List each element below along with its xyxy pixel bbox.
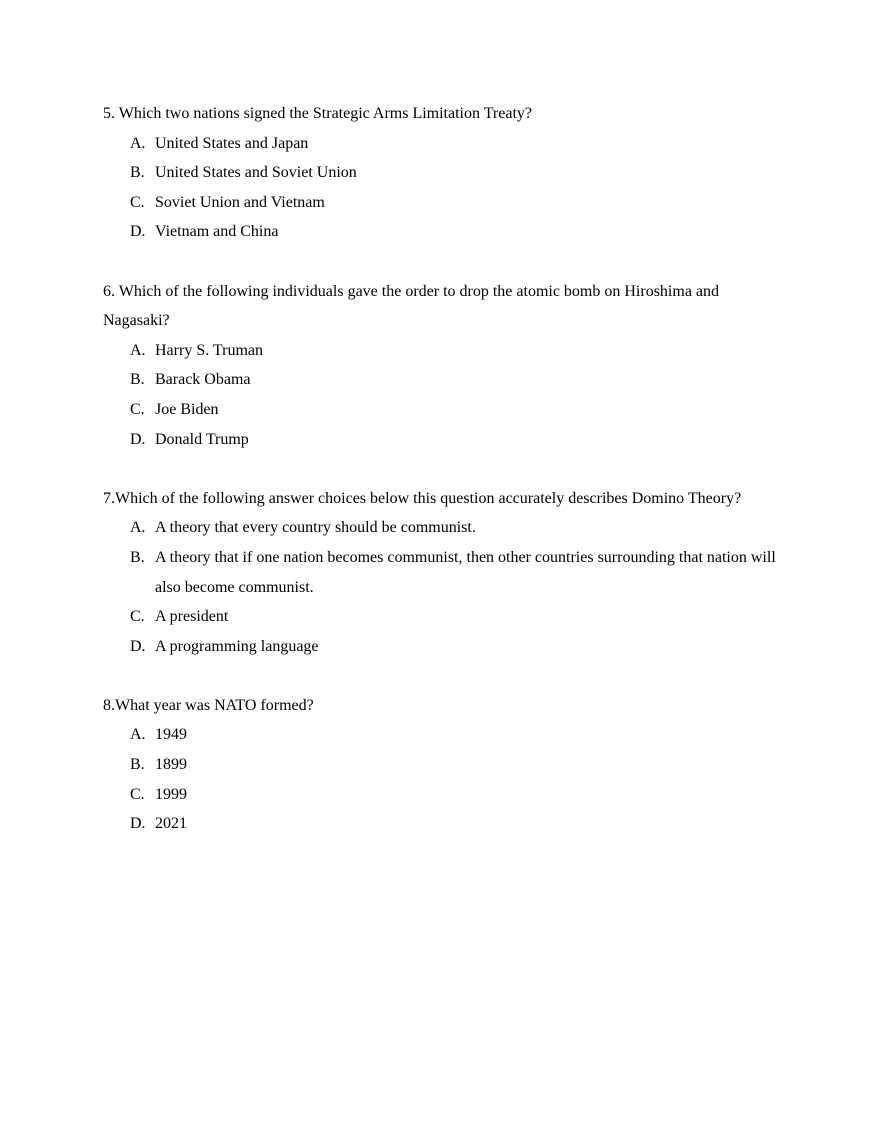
option-text: Soviet Union and Vietnam [155, 193, 325, 211]
option-letter: B. [130, 164, 145, 182]
question-6 [103, 277, 777, 455]
option-row [130, 336, 777, 366]
question-text: 6. Which of the following individuals gave the order to drop the atomic bomb on Hiroshima and Nagasaki? [103, 282, 720, 330]
option-letter: B. [130, 756, 145, 774]
option-text: Donald Trump [155, 430, 249, 448]
option-row [130, 129, 777, 159]
question-8 [103, 691, 777, 839]
option-row [130, 365, 777, 395]
option-row [130, 395, 777, 425]
option-row [130, 632, 777, 662]
option-text: Barack Obama [155, 371, 251, 389]
option-row [130, 425, 777, 455]
option-text: United States and Soviet Union [155, 164, 357, 182]
option-text: A programming language [155, 637, 319, 655]
option-letter: B. [130, 548, 145, 566]
option-text: 2021 [155, 815, 187, 833]
option-row [130, 780, 777, 810]
option-letter: A. [130, 134, 146, 152]
option-text: A theory that every country should be communist. [155, 519, 476, 537]
option-row [130, 720, 777, 750]
option-text: Vietnam and China [155, 223, 279, 241]
question-text: 7.Which of the following answer choices below this question accurately describes Domino Theory? [103, 489, 742, 507]
question-7 [103, 484, 777, 662]
question-text: 8.What year was NATO formed? [103, 696, 314, 714]
option-row [130, 809, 777, 839]
option-letter: B. [130, 371, 145, 389]
option-row [130, 543, 777, 602]
option-text: 1999 [155, 785, 187, 803]
option-letter: C. [130, 785, 145, 803]
option-text: Joe Biden [155, 400, 219, 418]
option-text: Harry S. Truman [155, 341, 264, 359]
option-text: 1899 [155, 756, 187, 774]
option-letter: A. [130, 726, 146, 744]
option-letter: A. [130, 519, 146, 537]
option-row [130, 513, 777, 543]
option-text: A president [155, 608, 229, 626]
option-text: 1949 [155, 726, 187, 744]
option-letter: C. [130, 608, 145, 626]
option-letter: D. [130, 637, 146, 655]
option-row [130, 602, 777, 632]
option-text: United States and Japan [155, 134, 309, 152]
option-letter: C. [130, 400, 145, 418]
question-text: 5. Which two nations signed the Strategic Arms Limitation Treaty? [103, 105, 532, 122]
option-text: A theory that if one nation becomes communist, then other countries surrounding that nation will also become communist. [155, 548, 776, 596]
option-letter: D. [130, 430, 146, 448]
option-letter: A. [130, 341, 146, 359]
option-row [130, 158, 777, 188]
option-letter: D. [130, 815, 146, 833]
question-5 [103, 99, 777, 247]
option-row [130, 217, 777, 247]
option-row [130, 750, 777, 780]
option-letter: D. [130, 223, 146, 241]
option-letter: C. [130, 193, 145, 211]
option-row [130, 188, 777, 218]
